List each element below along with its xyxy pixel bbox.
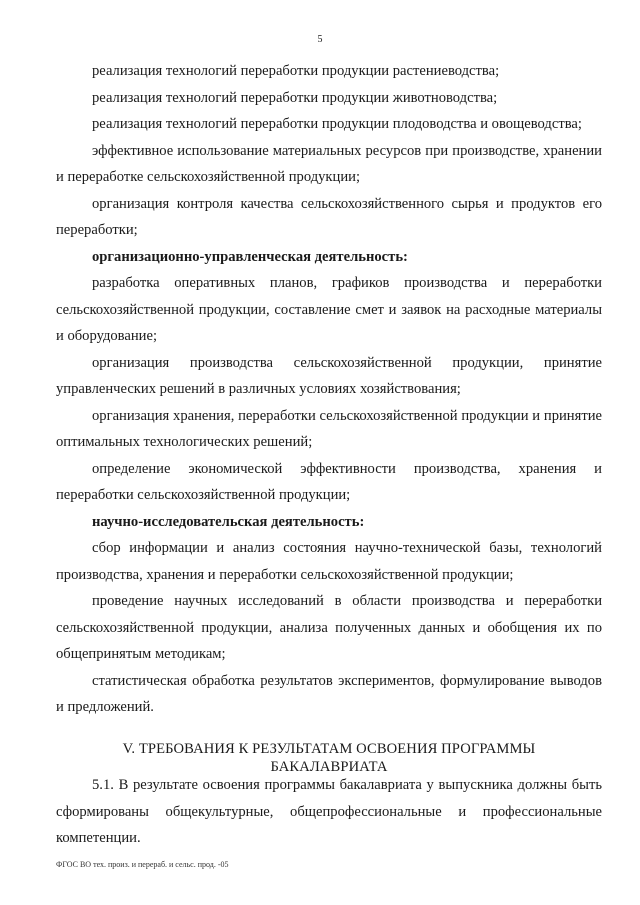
page-footer: ФГОС ВО тех. произ. и перераб. и сельс. прод. -05 bbox=[56, 860, 229, 869]
section-title bbox=[56, 740, 602, 776]
section-body bbox=[56, 772, 602, 852]
paragraph-storage-organization: организация хранения, переработки сельскохозяйственной продукции и принятие оптимальных технологических решений; bbox=[56, 407, 602, 450]
paragraph-scientific-research: проведение научных исследований в области производства и переработки сельскохозяйственной продукции, анализа полученных данных и обобщения их по общепринятым методикам; bbox=[56, 593, 602, 662]
paragraph-economic-efficiency: определение экономической эффективности производства, хранения и переработки сельскохозяйственной продукции; bbox=[56, 460, 602, 503]
paragraph-resource-efficiency: эффективное использование материальных ресурсов при производстве, хранении и переработке сельскохозяйственной продукции; bbox=[56, 142, 602, 185]
paragraph-fruit-vegetable-processing: реализация технологий переработки продукции плодоводства и овощеводства; bbox=[92, 116, 582, 132]
section-title-line-1: V. ТРЕБОВАНИЯ К РЕЗУЛЬТАТАМ ОСВОЕНИЯ ПРОГРАММЫ bbox=[122, 741, 536, 757]
heading-organizational-activity: организационно-управленческая деятельность: bbox=[92, 248, 408, 265]
paragraph-quality-control: организация контроля качества сельскохозяйственного сырья и продуктов его переработки; bbox=[56, 195, 602, 238]
paragraph-competencies: 5.1. В результате освоения программы бакалавриата у выпускника должны быть сформированы общекультурные, общепрофессиональные и профессиональные компетенции. bbox=[56, 777, 602, 846]
page-number: 5 bbox=[317, 34, 323, 45]
section-title-line-2: БАКАЛАВРИАТА bbox=[270, 759, 388, 775]
paragraph-operational-plans: разработка оперативных планов, графиков производства и переработки сельскохозяйственной продукции, составление смет и заявок на расходные материалы и оборудование; bbox=[56, 275, 602, 344]
body-text bbox=[56, 58, 602, 721]
paragraph-production-organization: организация производства сельскохозяйственной продукции, принятие управленческих решений в различных условиях хозяйствования; bbox=[56, 354, 602, 397]
paragraph-livestock-processing: реализация технологий переработки продукции животноводства; bbox=[92, 89, 498, 106]
paragraph-statistical-processing: статистическая обработка результатов экспериментов, формулирование выводов и предложений. bbox=[56, 672, 602, 715]
paragraph-plant-processing: реализация технологий переработки продукции растениеводства; bbox=[92, 63, 500, 79]
paragraph-information-collection: сбор информации и анализ состояния научно-технической базы, технологий производства, хранения и переработки сельскохозяйственной продукции; bbox=[56, 540, 602, 583]
heading-research-activity: научно-исследовательская деятельность: bbox=[92, 513, 365, 530]
